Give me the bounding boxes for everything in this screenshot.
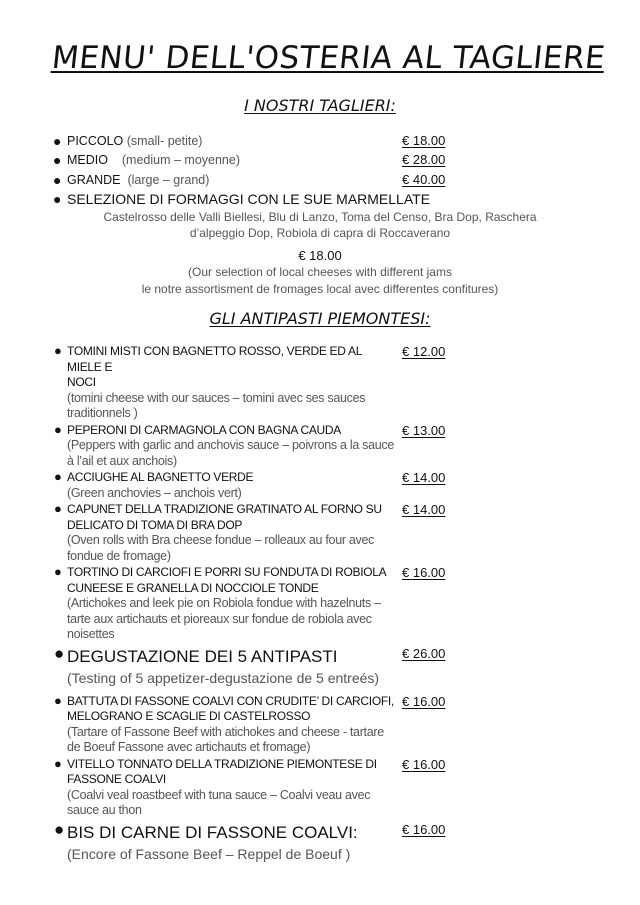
selezione-desc: le notre assortisment de fromages local avec differentes confitures): [141, 282, 499, 296]
item-description: (Oven rolls with Bra cheese fondue – rolleaux au four avec: [67, 533, 375, 547]
bullet-icon: ●: [54, 421, 62, 437]
item-text: [67, 822, 397, 864]
bullet-icon: ●: [54, 692, 62, 708]
antipasti-list: [54, 343, 467, 890]
item-description: fondue de fromage): [67, 548, 171, 563]
item-title: ACCIUGHE AL BAGNETTO VERDE: [67, 470, 254, 484]
item-price: € 14.00: [402, 502, 446, 517]
item-description: (Artichokes and leek pie on Robiola fondue with hazelnuts –: [67, 596, 381, 610]
page-title: MENU' DELL'OSTERIA AL TAGLIERE: [50, 40, 608, 76]
item-text: [67, 757, 397, 819]
item-description: traditionnels ): [67, 406, 138, 420]
item-text: [67, 565, 397, 643]
bullet-icon: ●: [54, 755, 62, 771]
item-description: (Testing of 5 appetizer-degustazione de 5 entreés): [67, 669, 380, 686]
item-description: sauce au thon: [67, 803, 142, 817]
size-piccolo: [53, 133, 203, 149]
item-title: MELOGRANO E SCAGLIE DI CASTELROSSO: [67, 709, 311, 723]
item-description: (Peppers with garlic and anchovis sauce – poivrons a la sauce: [67, 438, 395, 452]
item-description: (Green anchovies – anchois vert): [67, 485, 242, 500]
item-title: FASSONE COALVI: [67, 772, 166, 786]
item-title: TORTINO DI CARCIOFI E PORRI SU FONDUTA DI ROBIOLA: [67, 565, 387, 579]
antipasto-item: [54, 469, 467, 501]
taglieri-heading-text: I NOSTRI TAGLIERI:: [244, 96, 396, 115]
size-grande: [53, 172, 210, 188]
antipasto-item: [54, 421, 467, 470]
item-price: € 26.00: [402, 645, 446, 661]
selezione-name: SELEZIONE DI FORMAGGI CON LE SUE MARMELLATE: [67, 191, 431, 207]
size-medio: [53, 152, 240, 168]
antipasto-item: [54, 564, 467, 643]
bullet-icon: ●: [53, 172, 62, 188]
item-price: € 16.00: [402, 565, 446, 580]
taglieri-heading: [0, 96, 640, 115]
item-title: TOMINI MISTI CON BAGNETTO ROSSO, VERDE ED AL MIELE E: [67, 344, 362, 374]
item-title: DELICATO DI TOMA DI BRA DOP: [67, 517, 243, 532]
selezione-price: € 18.00: [298, 248, 342, 263]
item-title: CUNEESE E GRANELLA DI NOCCIOLE TONDE: [67, 580, 319, 595]
size-price: € 40.00: [402, 172, 446, 187]
selezione-desc: (Our selection of local cheeses with different jams: [188, 265, 452, 279]
bullet-icon: ●: [53, 152, 62, 168]
antipasto-item: [54, 501, 467, 564]
size-note: (large – grand): [127, 173, 210, 187]
item-price: € 16.00: [402, 821, 446, 837]
item-description: de Boeuf Fassone avec artichauts et fromage): [67, 740, 311, 754]
antipasto-item: [54, 755, 467, 819]
item-title: PEPERONI DI CARMAGNOLA CON BAGNA CAUDA: [67, 422, 341, 437]
antipasto-item: [54, 643, 467, 688]
item-description: (Coalvi veal roastbeef with tuna sauce – Coalvi veau avec: [67, 787, 371, 802]
size-name: MEDIO: [67, 153, 108, 167]
item-title: NOCI: [67, 375, 96, 389]
item-title: BATTUTA DI FASSONE COALVI CON CRUDITE’ DI CARCIOFI,: [67, 693, 394, 708]
size-price: € 18.00: [402, 133, 446, 148]
antipasto-item: [54, 692, 467, 756]
item-text: [67, 423, 397, 470]
item-title: DEGUSTAZIONE DEI 5 ANTIPASTI: [67, 646, 338, 666]
item-title: BIS DI CARNE DI FASSONE COALVI:: [67, 822, 358, 842]
bullet-icon: ●: [54, 819, 65, 839]
size-name: GRANDE: [67, 173, 121, 187]
item-price: € 13.00: [402, 422, 446, 438]
cheese-list-line: Castelrosso delle Valli Biellesi, Blu di Lanzo, Toma del Censo, Bra Dop, Raschera: [103, 210, 537, 224]
item-text: [67, 694, 397, 756]
size-name: PICCOLO: [67, 134, 124, 148]
item-price: € 14.00: [402, 470, 446, 485]
antipasto-item: [54, 343, 467, 422]
size-note: (medium – moyenne): [121, 153, 240, 167]
item-title: CAPUNET DELLA TRADIZIONE GRATINATO AL FORNO SU: [67, 502, 382, 516]
item-title: VITELLO TONNATO DELLA TRADIZIONE PIEMONTESE DI: [67, 756, 377, 771]
size-note: (small- petite): [126, 134, 203, 148]
size-price: € 28.00: [402, 152, 446, 167]
item-price: € 16.00: [402, 756, 446, 772]
bullet-icon: ●: [54, 343, 62, 358]
item-description: noisettes: [67, 627, 115, 641]
bullet-icon: ●: [54, 564, 62, 579]
antipasti-heading: [0, 309, 640, 328]
bullet-icon: ●: [54, 469, 62, 484]
item-description: (tomini cheese with our sauces – tomini avec ses sauces: [67, 390, 366, 405]
bullet-icon: ●: [53, 133, 62, 149]
item-price: € 12.00: [402, 344, 446, 359]
item-text: [67, 470, 397, 501]
cheese-list-line: d’alpeggio Dop, Robiola di capra di Roccaverano: [189, 226, 451, 240]
bullet-icon: ●: [53, 191, 62, 207]
selezione-title: [53, 191, 431, 207]
item-description: à l’ail et aux anchois): [67, 453, 177, 468]
item-description: (Encore of Fassone Beef – Reppel de Boeuf ): [67, 845, 351, 862]
item-price: € 16.00: [402, 693, 446, 709]
antipasti-heading-text: GLI ANTIPASTI PIEMONTESI:: [209, 309, 431, 328]
item-description: (Tartare of Fassone Beef with atichokes and cheese - tartare: [67, 724, 384, 739]
bullet-icon: ●: [54, 643, 65, 663]
item-description: tarte aux artichauts et pioreaux sur fondue de robiola avec: [67, 611, 372, 626]
item-text: [67, 344, 397, 422]
bullet-icon: ●: [54, 501, 62, 516]
antipasto-item: [54, 819, 467, 864]
item-text: [67, 646, 397, 688]
item-text: [67, 502, 397, 564]
